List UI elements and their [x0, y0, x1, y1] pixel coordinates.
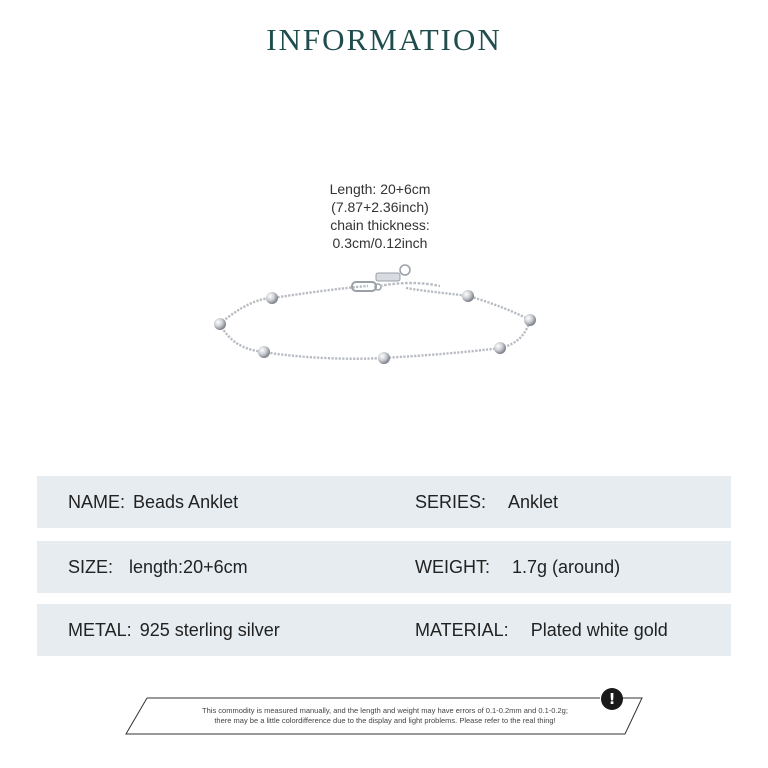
name-label: NAME: [68, 492, 126, 512]
bead [494, 342, 506, 354]
metal-value: 925 sterling silver [139, 620, 280, 640]
page-title: INFORMATION [266, 22, 502, 57]
name-field [68, 476, 238, 528]
metal-field [68, 604, 280, 656]
info-row-name [37, 476, 731, 528]
product-image [200, 258, 550, 378]
notice-line-2: there may be a little colordifference due to the display and light problems. Please refer to the real thing! [214, 716, 556, 725]
anklet-illustration [200, 258, 550, 378]
specs-block [300, 180, 460, 252]
series-field [415, 476, 558, 528]
exclamation-icon: ! [601, 688, 623, 710]
spec-length: Length: 20+6cm [329, 181, 431, 197]
weight-label: WEIGHT: [415, 557, 490, 577]
material-value: Plated white gold [530, 620, 668, 640]
notice-text [155, 706, 615, 726]
spec-chain-thickness: 0.3cm/0.12inch [332, 235, 428, 251]
material-label: MATERIAL: [415, 620, 509, 640]
weight-field [415, 541, 620, 593]
bead [258, 346, 270, 358]
series-label: SERIES: [415, 492, 487, 512]
spec-length-inch: (7.87+2.36inch) [331, 199, 429, 215]
upper-chain [220, 286, 530, 324]
info-row-size [37, 541, 731, 593]
spec-chain-thickness-label: chain thickness: [330, 217, 430, 233]
extender-chain [380, 283, 440, 286]
measurement-notice [125, 688, 645, 736]
name-value: Beads Anklet [133, 492, 239, 512]
series-value: Anklet [508, 492, 559, 512]
tag-ring [400, 265, 410, 275]
size-field [68, 541, 248, 593]
size-value: length:20+6cm [129, 557, 248, 577]
bead [378, 352, 390, 364]
size-label: SIZE: [68, 557, 114, 577]
info-row-metal [37, 604, 731, 656]
notice-line-1: This commodity is measured manually, and the length and weight may have errors of 0.1-0.2mm and 0.1-0.2g; [202, 706, 568, 715]
brand-tag [376, 273, 400, 281]
weight-value: 1.7g (around) [512, 557, 621, 577]
material-field [415, 604, 668, 656]
bead [214, 318, 226, 330]
metal-label: METAL: [68, 620, 132, 640]
bead [524, 314, 536, 326]
bead [462, 290, 474, 302]
bead [266, 292, 278, 304]
